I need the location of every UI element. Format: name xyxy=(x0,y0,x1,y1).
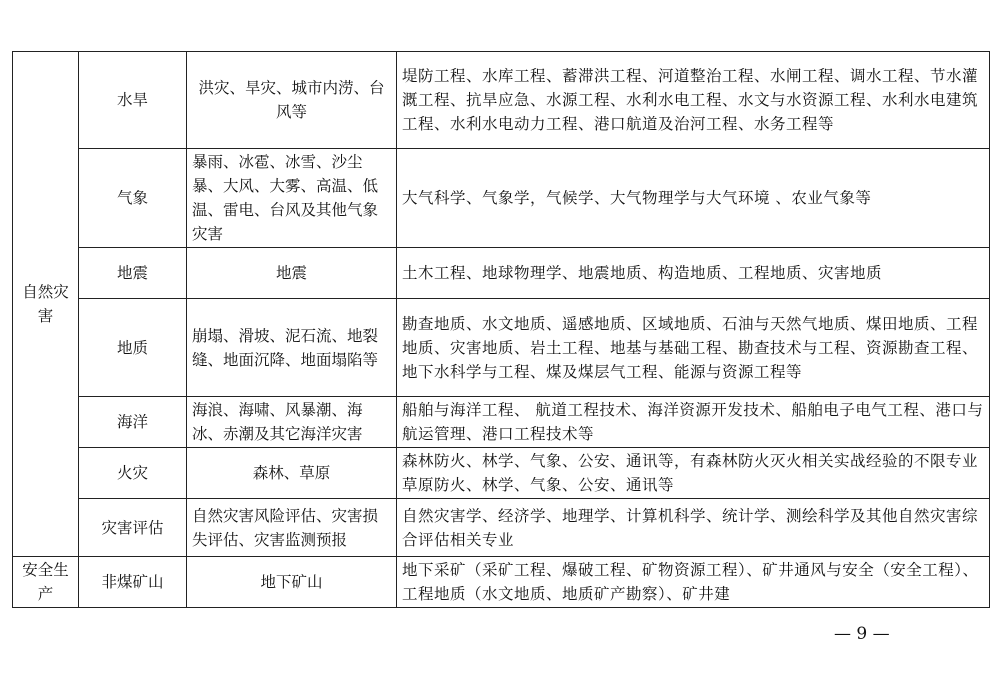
table-row xyxy=(13,397,990,448)
scope-cell: 崩塌、滑坡、泥石流、地裂缝、地面沉降、地面塌陷等 xyxy=(187,299,397,397)
scope-cell: 洪灾、旱灾、城市内涝、台风等 xyxy=(187,52,397,149)
type-cell: 海洋 xyxy=(79,397,187,448)
type-cell: 地质 xyxy=(79,299,187,397)
table-row xyxy=(13,499,990,557)
scope-cell: 海浪、海啸、风暴潮、海冰、赤潮及其它海洋灾害 xyxy=(187,397,397,448)
majors-cell: 土木工程、地球物理学、地震地质、构造地质、工程地质、灾害地质 xyxy=(397,248,990,299)
scope-cell: 地震 xyxy=(187,248,397,299)
type-cell: 非煤矿山 xyxy=(79,557,187,608)
table-row xyxy=(13,149,990,248)
scope-cell: 自然灾害风险评估、灾害损失评估、灾害监测预报 xyxy=(187,499,397,557)
majors-cell: 地下采矿（采矿工程、爆破工程、矿物资源工程）、矿井通风与安全（安全工程）、工程地质（水文地质、地质矿产勘察）、矿井建 xyxy=(397,557,990,608)
page-number: — 9 — xyxy=(834,624,890,644)
scope-cell: 森林、草原 xyxy=(187,448,397,499)
type-cell: 气象 xyxy=(79,149,187,248)
expert-field-table xyxy=(12,51,990,608)
table-row xyxy=(13,299,990,397)
type-cell: 地震 xyxy=(79,248,187,299)
scope-cell: 暴雨、冰雹、冰雪、沙尘暴、大风、大雾、高温、低温、雷电、台风及其他气象灾害 xyxy=(187,149,397,248)
table-row xyxy=(13,52,990,149)
type-cell: 火灾 xyxy=(79,448,187,499)
majors-cell: 船舶与海洋工程、 航道工程技术、海洋资源开发技术、船舶电子电气工程、港口与航运管理、港口工程技术等 xyxy=(397,397,990,448)
type-cell: 水旱 xyxy=(79,52,187,149)
majors-cell: 森林防火、林学、气象、公安、通讯等，有森林防火灭火相关实战经验的不限专业草原防火、林学、气象、公安、通讯等 xyxy=(397,448,990,499)
majors-cell: 勘查地质、水文地质、遥感地质、区域地质、石油与天然气地质、煤田地质、工程地质、灾害地质、岩土工程、地基与基础工程、勘查技术与工程、资源勘查工程、地下水科学与工程、煤及煤层气工程、能源与资源工程等 xyxy=(397,299,990,397)
category-cell: 安全生产 xyxy=(13,557,79,608)
table-row xyxy=(13,248,990,299)
category-cell: 自然灾害 xyxy=(13,52,79,557)
table-row xyxy=(13,557,990,608)
majors-cell: 堤防工程、水库工程、蓄滞洪工程、河道整治工程、水闸工程、调水工程、节水灌溉工程、抗旱应急、水源工程、水利水电工程、水文与水资源工程、水利水电建筑工程、水利水电动力工程、港口航道及治河工程、水务工程等 xyxy=(397,52,990,149)
scope-cell: 地下矿山 xyxy=(187,557,397,608)
majors-cell: 自然灾害学、经济学、地理学、计算机科学、统计学、测绘科学及其他自然灾害综合评估相关专业 xyxy=(397,499,990,557)
majors-cell: 大气科学、气象学，气候学、大气物理学与大气环境 、农业气象等 xyxy=(397,149,990,248)
type-cell: 灾害评估 xyxy=(79,499,187,557)
table-row xyxy=(13,448,990,499)
